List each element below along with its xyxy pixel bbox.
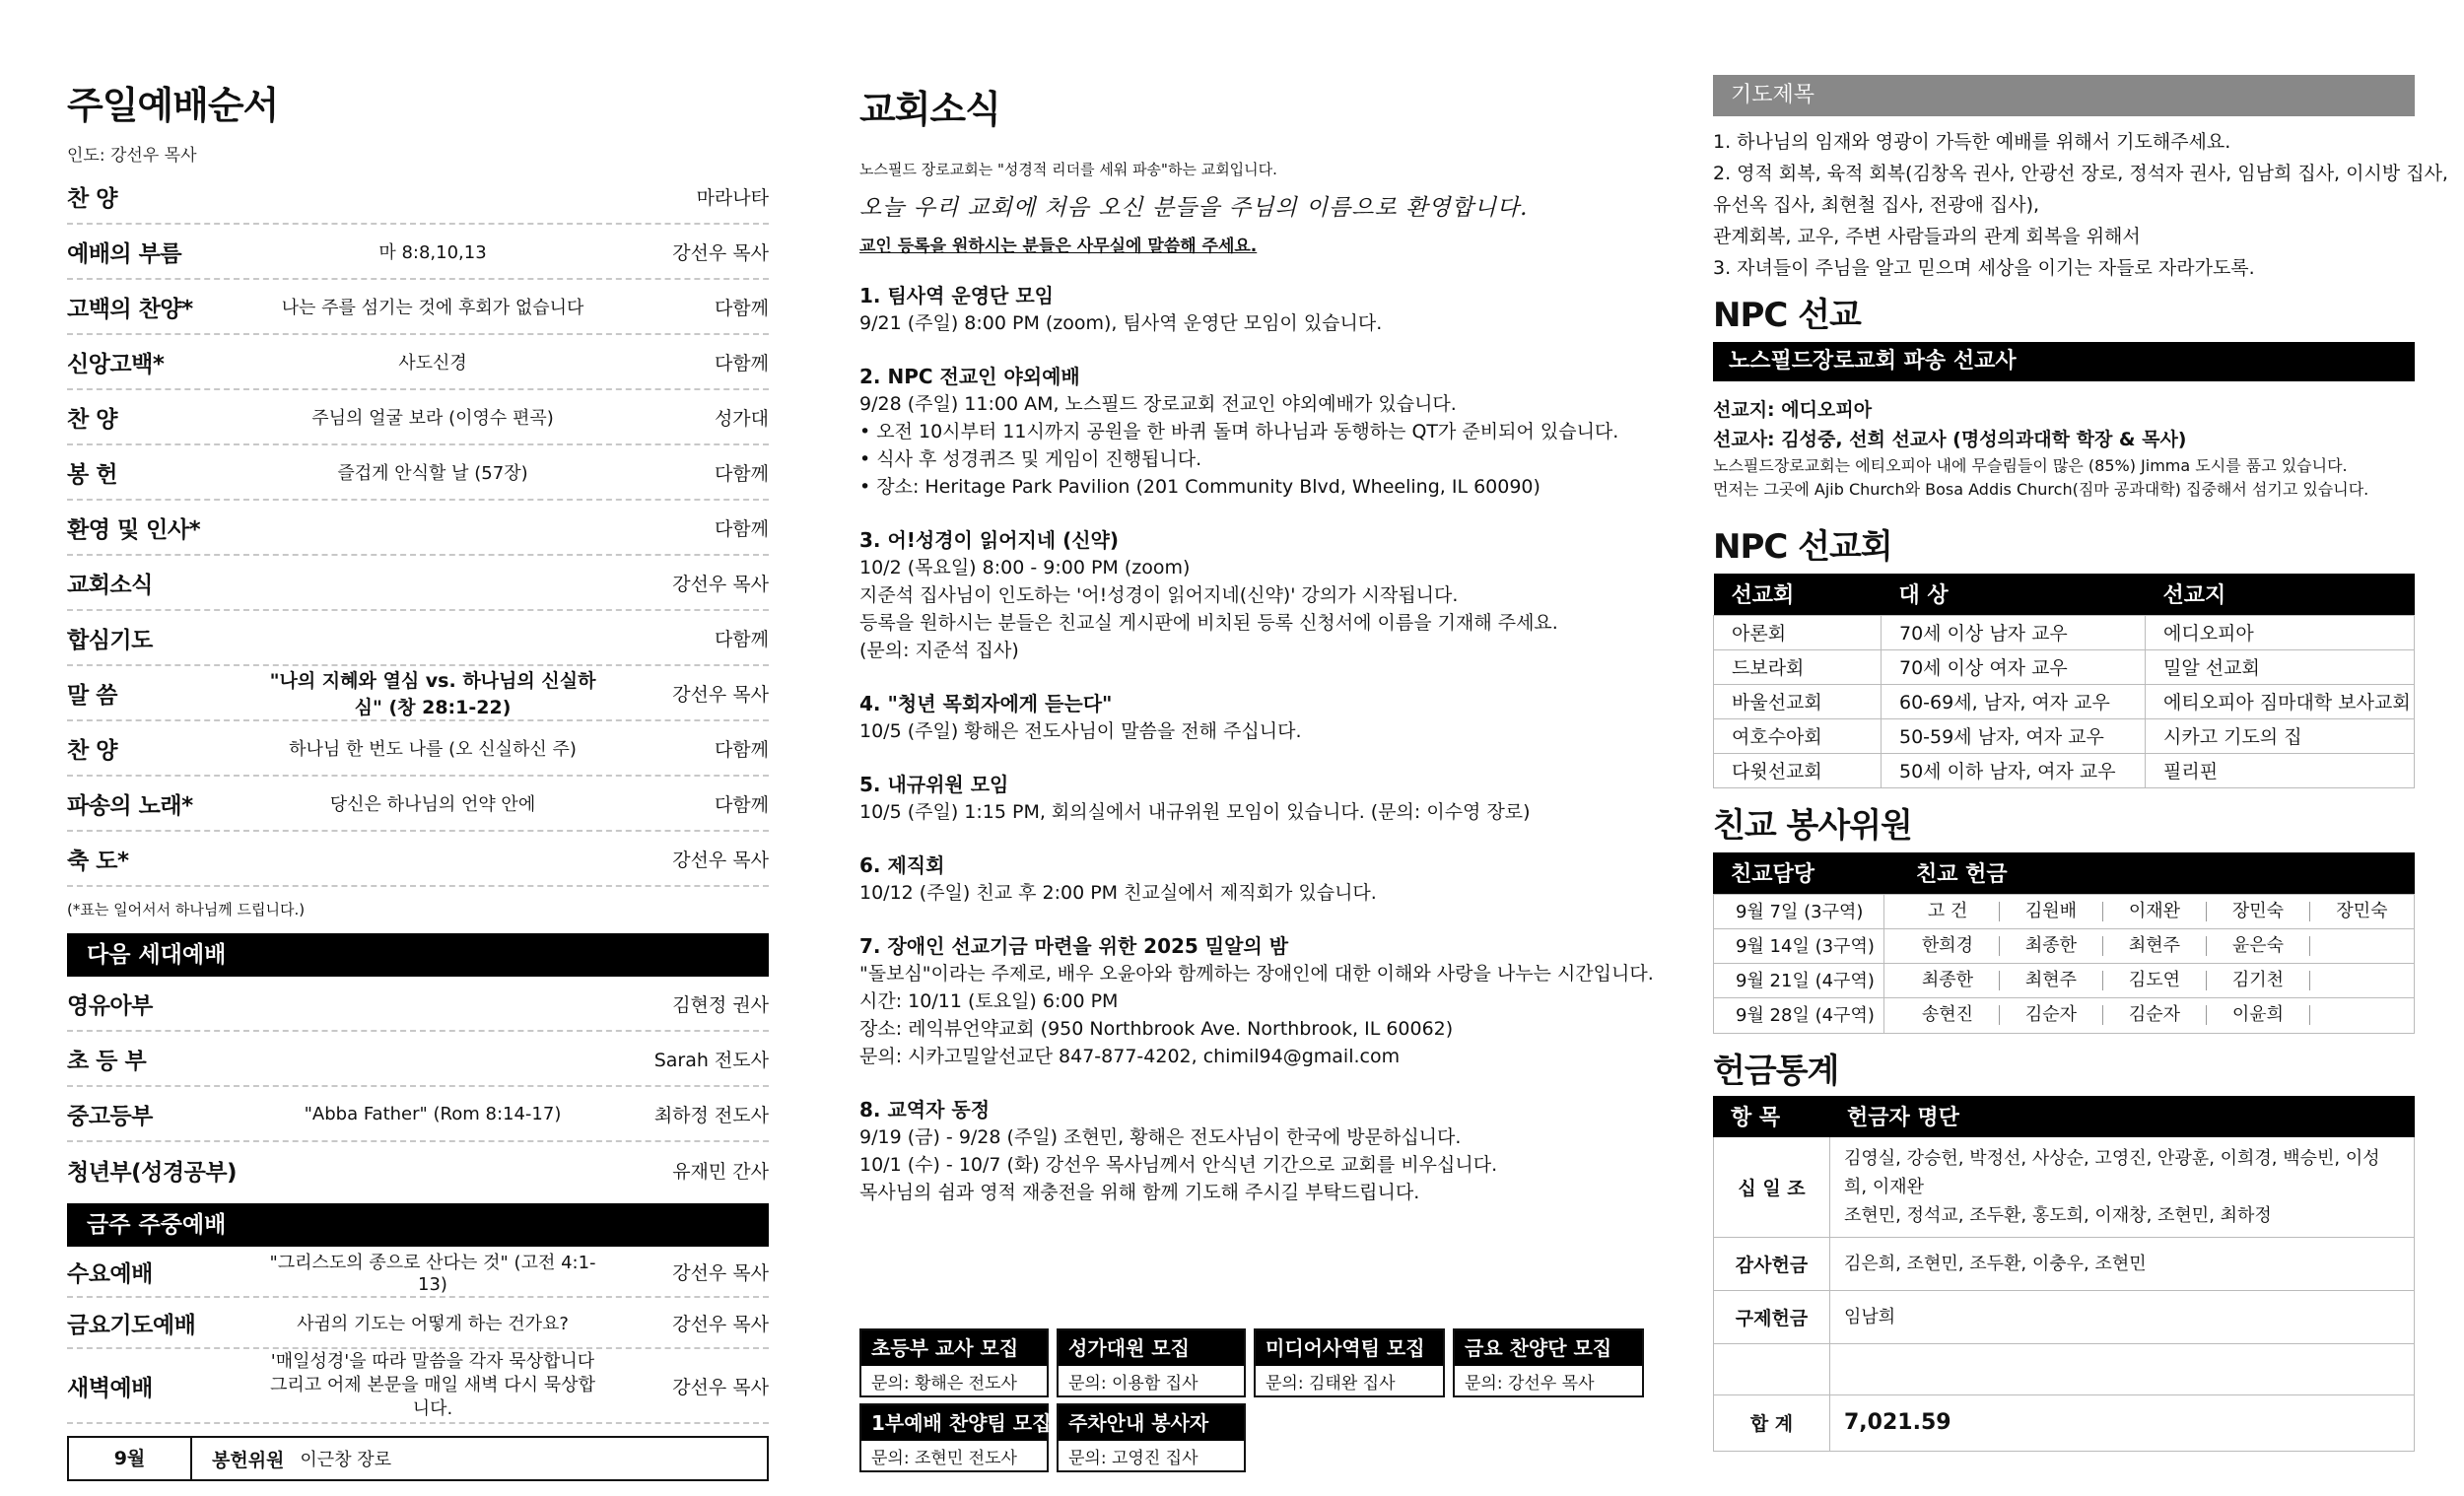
order-item-name: 예배의 부름 xyxy=(67,240,182,267)
offering-header-cell: 헌금자 명단 xyxy=(1829,1096,2415,1137)
news-item xyxy=(859,690,1668,745)
volunteers-date: 9월 28일 (4구역) xyxy=(1714,998,1884,1033)
offering-label: 감사헌금 xyxy=(1714,1238,1830,1290)
dawn-desc-line: 그리고 어제 본문을 매일 새벽 다시 묵상합니다. xyxy=(270,1375,595,1419)
order-item-desc: 하나님 한 번도 나를 (오 신실하신 주) xyxy=(289,739,577,760)
offering-total-value: 7,021.59 xyxy=(1844,1410,1951,1435)
order-item-name: 찬 양 xyxy=(67,406,117,433)
order-item-person: 강선우 목사 xyxy=(672,241,769,264)
prayer-line: 유선옥 집사, 최현철 집사, 전광애 집사), xyxy=(1713,194,2040,216)
weekday-desc: 사귐의 기도는 어떻게 하는 건가요? xyxy=(297,1314,569,1334)
recruitment-box xyxy=(1057,1328,1246,1397)
recruitment-contact: 문의: 조현민 전도사 xyxy=(871,1449,1017,1468)
order-item-desc: 마 8:8,10,13 xyxy=(378,242,487,263)
order-item-name: 찬 양 xyxy=(67,185,117,212)
order-row xyxy=(67,445,769,501)
order-item-person: 강선우 목사 xyxy=(672,573,769,595)
order-row xyxy=(67,501,769,556)
next-gen-name: 청년부(성경공부) xyxy=(67,1159,238,1186)
next-gen-person: 최하정 전도사 xyxy=(653,1104,769,1126)
offering-label: 구제헌금 xyxy=(1714,1291,1830,1343)
mission-desc: 먼저는 그곳에 Ajib Church와 Bosa Addis Church(짐마 공과대학) 집중해서 섬기고 있습니다. xyxy=(1713,480,2369,499)
offering-total-row xyxy=(1714,1395,2414,1451)
volunteer-name: 이재완 xyxy=(2103,902,2207,921)
news-item-title: 5. 내규위원 모임 xyxy=(859,773,1009,796)
mission-title: NPC 선교 xyxy=(1713,296,1861,335)
groups-header-cell: 선교지 xyxy=(2146,574,2415,615)
order-item-person: 다함께 xyxy=(714,517,769,540)
dawn-desc xyxy=(264,1350,601,1421)
church-intro: 노스필드 장로교회는 "성경적 리더를 세워 파송"하는 교회입니다. xyxy=(859,161,1277,178)
church-news-title: 교회소식 xyxy=(859,88,1000,131)
volunteer-name xyxy=(2310,1005,2414,1025)
weekday-person: 강선우 목사 xyxy=(672,1313,769,1335)
order-item-name: 신앙고백* xyxy=(67,351,165,377)
order-row xyxy=(67,170,769,225)
order-item-person: 다함께 xyxy=(714,628,769,650)
next-gen-name: 중고등부 xyxy=(67,1103,153,1129)
mission-field: 선교지: 에디오피아 xyxy=(1713,399,1873,421)
news-item-line: • 장소: Heritage Park Pavilion (201 Community Blvd, Wheeling, IL 60090) xyxy=(859,476,1540,498)
standing-note: (*표는 일어서서 하나님께 드립니다.) xyxy=(67,901,306,918)
next-gen-name: 영유아부 xyxy=(67,992,153,1019)
prayer-line: 3. 자녀들이 주님을 알고 믿으며 세상을 이기는 자들로 자라가도록. xyxy=(1713,257,2255,279)
welcome-message: 오늘 우리 교회에 처음 오신 분들을 주님의 이름으로 환영합니다. xyxy=(859,195,1529,221)
volunteers-date: 9월 7일 (3구역) xyxy=(1714,895,1884,928)
news-item xyxy=(859,363,1668,501)
groups-row xyxy=(1714,684,2415,718)
order-item-person: 마라나타 xyxy=(696,186,769,209)
volunteers-names xyxy=(1884,971,2414,990)
weekday-person: 강선우 목사 xyxy=(672,1261,769,1284)
prayer-line: 관계회복, 교우, 주변 사람들과의 관계 회복을 위해서 xyxy=(1713,226,2141,247)
weekday-header: 금주 주중예배 xyxy=(67,1203,769,1247)
news-item xyxy=(859,932,1668,1070)
recruitment-box xyxy=(859,1328,1049,1397)
volunteers-header-cell: 친교담당 xyxy=(1713,852,1898,894)
volunteers-row xyxy=(1714,998,2414,1033)
weekday-list xyxy=(67,1247,769,1424)
groups-header-row xyxy=(1714,574,2415,615)
recruitment-contact: 문의: 강선우 목사 xyxy=(1465,1374,1595,1394)
news-item-title: 2. NPC 전교인 야외예배 xyxy=(859,365,1080,388)
news-item-line: • 식사 후 성경퀴즈 및 게임이 진행됩니다. xyxy=(859,448,1202,470)
groups-cell: 70세 이상 남자 교우 xyxy=(1882,615,2146,649)
news-item-line: 9/28 (주일) 11:00 AM, 노스필드 장로교회 전교인 야외예배가 있습니다. xyxy=(859,393,1457,415)
volunteers-title: 친교 봉사위원 xyxy=(1713,805,1912,846)
offering-names-line: 김영실, 강승헌, 박정선, 사상순, 고영진, 안광훈, 이희경, 백승빈, 이성희, 이재완 xyxy=(1844,1147,2380,1197)
news-item-line: 10/2 (목요일) 8:00 - 9:00 PM (zoom) xyxy=(859,557,1191,578)
registration-note: 교인 등록을 원하시는 분들은 사무실에 말씀해 주세요. xyxy=(859,237,1258,256)
offering-title: 헌금통계 xyxy=(1713,1051,1839,1091)
offering-label-empty xyxy=(1714,1344,1830,1394)
weekday-desc: "그리스도의 종으로 산다는 것" (고전 4:1-13) xyxy=(269,1252,596,1295)
recruitment-box xyxy=(1254,1328,1445,1397)
order-item-name: 환영 및 인사* xyxy=(67,516,201,543)
groups-header-cell: 대 상 xyxy=(1882,574,2146,615)
volunteers-date: 9월 14일 (3구역) xyxy=(1714,929,1884,963)
order-item-person: 성가대 xyxy=(714,407,769,430)
news-item-line: 10/5 (주일) 황해은 전도사님이 말씀을 전해 주십니다. xyxy=(859,720,1302,742)
volunteer-name: 김순자 xyxy=(2000,1005,2103,1025)
worship-order-title: 주일예배순서 xyxy=(67,84,279,127)
groups-row xyxy=(1714,753,2415,787)
recruitment-contact: 문의: 김태완 집사 xyxy=(1266,1374,1396,1394)
order-item-person: 강선우 목사 xyxy=(672,849,769,871)
news-item-line: 장소: 레익뷰언약교회 (950 Northbrook Ave. Northbrook, IL 60062) xyxy=(859,1018,1454,1040)
news-item-title: 1. 팀사역 운영단 모임 xyxy=(859,284,1054,307)
next-gen-person: Sarah 전도사 xyxy=(653,1049,769,1071)
groups-cell: 다윗선교회 xyxy=(1714,753,1882,787)
prayer-header: 기도제목 xyxy=(1713,75,2415,116)
news-item-line: 10/12 (주일) 친교 후 2:00 PM 친교실에서 제직회가 있습니다. xyxy=(859,882,1377,904)
prayer-mission-column xyxy=(1713,75,2448,1452)
order-item-name: 고백의 찬양* xyxy=(67,296,193,322)
offering-table xyxy=(1713,1137,2415,1452)
order-item-name: 교회소식 xyxy=(67,572,153,598)
groups-cell: 아론회 xyxy=(1714,615,1882,649)
order-row xyxy=(67,777,769,832)
groups-cell: 여호수아회 xyxy=(1714,718,1882,753)
news-item xyxy=(859,282,1668,337)
order-item-person: 다함께 xyxy=(714,352,769,374)
recruitment-contact: 문의: 이용함 집사 xyxy=(1068,1374,1198,1394)
order-item-desc: 즐겁게 안식할 날 (57장) xyxy=(337,463,528,484)
groups-cell: 바울선교회 xyxy=(1714,684,1882,718)
volunteers-row xyxy=(1714,929,2414,964)
order-item-desc: 나는 주를 섬기는 것에 후회가 없습니다 xyxy=(281,298,584,318)
dawn-name: 새벽예배 xyxy=(67,1375,153,1401)
offering-names xyxy=(1830,1137,2414,1237)
volunteers-header-cell: 친교 헌금 xyxy=(1898,852,2415,894)
order-row xyxy=(67,280,769,335)
order-item-person: 강선우 목사 xyxy=(672,683,769,706)
next-gen-header: 다음 세대예배 xyxy=(67,933,769,977)
order-item-desc: 당신은 하나님의 언약 안에 xyxy=(329,794,536,815)
order-row xyxy=(67,335,769,390)
order-item-name: 봉 헌 xyxy=(67,461,117,488)
recruitment-title: 금요 찬양단 모집 xyxy=(1455,1330,1642,1366)
volunteer-name: 최현주 xyxy=(2103,936,2207,956)
volunteers-grid xyxy=(1713,894,2415,1034)
mission-bar: 노스필드장로교회 파송 선교사 xyxy=(1713,342,2415,381)
dawn-person: 강선우 목사 xyxy=(672,1376,769,1398)
groups-cell: 드보라회 xyxy=(1714,649,1882,684)
order-item-name: 찬 양 xyxy=(67,737,117,764)
offering-total-label: 합 계 xyxy=(1714,1395,1830,1451)
news-item-title: 8. 교역자 동정 xyxy=(859,1098,991,1122)
volunteers-date: 9월 21일 (4구역) xyxy=(1714,964,1884,997)
volunteer-name: 장민숙 xyxy=(2336,900,2388,921)
church-news-column xyxy=(859,79,1668,1206)
recruitment-contact: 문의: 황해은 전도사 xyxy=(871,1374,1017,1394)
recruitment-box xyxy=(859,1403,1052,1472)
volunteer-name: 김원배 xyxy=(2000,902,2103,921)
dawn-row xyxy=(67,1349,769,1424)
offering-committee-box xyxy=(67,1436,769,1481)
volunteer-name: 김기천 xyxy=(2207,971,2310,990)
volunteer-name: 최종한 xyxy=(2000,936,2103,956)
offering-names: 김은희, 조현민, 조두환, 이충우, 조현민 xyxy=(1844,1253,2147,1274)
news-item xyxy=(859,1096,1668,1206)
offering-header xyxy=(1713,1096,2415,1137)
prayer-line: 2. 영적 회복, 육적 회복(김창옥 권사, 안광선 장로, 정석자 권사, 임남희 집사, 이시방 집사, xyxy=(1713,163,2448,184)
next-gen-person: 김현정 권사 xyxy=(672,993,769,1016)
recruitment-title: 성가대원 모집 xyxy=(1059,1330,1244,1366)
prayer-line: 1. 하나님의 임재와 영광이 가득한 예배를 위해서 기도해주세요. xyxy=(1713,131,2231,153)
next-gen-desc: "Abba Father" (Rom 8:14-17) xyxy=(304,1103,562,1124)
next-gen-list xyxy=(67,977,769,1197)
volunteers-header-row xyxy=(1713,852,2415,894)
volunteers-row xyxy=(1714,964,2414,998)
next-gen-person: 유재민 간사 xyxy=(672,1160,769,1183)
dawn-desc-line: '매일성경'을 따라 말씀을 각자 묵상합니다 xyxy=(270,1351,595,1372)
order-item-person: 다함께 xyxy=(714,793,769,816)
weekday-name: 금요기도예배 xyxy=(67,1312,196,1338)
volunteer-name: 장민숙 xyxy=(2207,902,2310,921)
volunteers-names xyxy=(1884,1005,2414,1025)
groups-title: NPC 선교회 xyxy=(1713,527,1892,567)
recruitment-row xyxy=(859,1328,1668,1397)
order-row xyxy=(67,666,769,721)
recruitment-contact: 문의: 고영진 집사 xyxy=(1068,1449,1198,1468)
order-row xyxy=(67,556,769,611)
volunteers-header xyxy=(1713,852,2415,894)
groups-cell: 50세 이하 남자, 여자 교우 xyxy=(1882,753,2146,787)
groups-cell: 시카고 기도의 집 xyxy=(2146,718,2415,753)
order-row xyxy=(67,721,769,777)
groups-cell: 70세 이상 여자 교우 xyxy=(1882,649,2146,684)
news-item xyxy=(859,771,1668,826)
volunteer-name: 한희경 xyxy=(1896,936,2000,956)
order-item-name: 축 도* xyxy=(67,848,129,874)
volunteers-row xyxy=(1714,895,2414,929)
order-item-name: 말 씀 xyxy=(67,682,117,709)
order-item-name: 합심기도 xyxy=(67,627,153,653)
volunteer-name: 고 건 xyxy=(1896,902,2000,921)
committee-name: 이근창 장로 xyxy=(300,1450,392,1470)
volunteers-names xyxy=(1884,902,2414,921)
volunteer-name: 윤은숙 xyxy=(2207,936,2310,956)
offering-names-line: 조현민, 정석교, 조두환, 홍도희, 이재창, 조현민, 최하정 xyxy=(1844,1204,2272,1226)
news-item-line: 지준석 집사님이 인도하는 '어!성경이 읽어지네(신약)' 강의가 시작됩니다. xyxy=(859,584,1459,606)
offering-label: 십 일 조 xyxy=(1714,1137,1830,1237)
recruitment-box xyxy=(1057,1403,1246,1472)
order-row xyxy=(67,225,769,280)
offering-row xyxy=(1714,1137,2414,1238)
groups-row xyxy=(1714,615,2415,649)
groups-cell: 에디오피아 xyxy=(2146,615,2415,649)
next-gen-row xyxy=(67,1142,769,1197)
next-gen-row xyxy=(67,1032,769,1087)
sermon-title: "나의 지혜와 열심 vs. 하나님의 신실하심" (창 28:1-22) xyxy=(269,670,596,718)
order-item-desc: 사도신경 xyxy=(398,353,467,374)
order-item-desc: 주님의 얼굴 보라 (이영수 편곡) xyxy=(311,408,554,429)
groups-row xyxy=(1714,718,2415,753)
news-item-line: (문의: 지준석 집사) xyxy=(859,640,1019,661)
weekday-row xyxy=(67,1298,769,1349)
volunteer-name: 최현주 xyxy=(2000,971,2103,990)
news-item-line: 10/1 (수) - 10/7 (화) 강선우 목사님께서 안식년 기간으로 교회를 비우십니다. xyxy=(859,1154,1498,1176)
news-item-line: 9/21 (주일) 8:00 PM (zoom), 팀사역 운영단 모임이 있습니다. xyxy=(859,312,1383,334)
worship-order-column xyxy=(67,75,769,1481)
recruitment-title: 미디어사역팀 모집 xyxy=(1256,1330,1443,1366)
offering-row xyxy=(1714,1291,2414,1344)
prayer-list xyxy=(1713,126,2448,284)
news-item-line: "돌보심"이라는 주제로, 배우 오윤아와 함께하는 장애인에 대한 이해와 사랑을 나누는 시간입니다. xyxy=(859,963,1654,985)
groups-header-cell: 선교회 xyxy=(1714,574,1882,615)
volunteer-name: 김순자 xyxy=(2103,1005,2207,1025)
news-item-title: 4. "청년 목회자에게 듣는다" xyxy=(859,692,1113,715)
news-item-line: 10/5 (주일) 1:15 PM, 회의실에서 내규위원 모임이 있습니다. (문의: 이수영 장로) xyxy=(859,801,1531,823)
recruitment-box xyxy=(1453,1328,1644,1397)
next-gen-row xyxy=(67,1087,769,1142)
volunteer-name xyxy=(2310,936,2414,956)
worship-leader: 인도: 강선우 목사 xyxy=(67,146,197,166)
volunteer-name: 송현진 xyxy=(1896,1005,2000,1025)
news-item-line: 시간: 10/11 (토요일) 6:00 PM xyxy=(859,990,1119,1012)
mission-desc: 노스필드장로교회는 에티오피아 내에 무슬림들이 많은 (85%) Jimma 도시를 품고 있습니다. xyxy=(1713,456,2348,475)
order-row xyxy=(67,611,769,666)
order-item-person: 다함께 xyxy=(714,462,769,485)
committee-month: 9월 xyxy=(69,1438,192,1479)
offering-row xyxy=(1714,1344,2414,1395)
order-item-name: 파송의 노래* xyxy=(67,792,193,819)
offering-names: 임남희 xyxy=(1844,1306,1896,1327)
volunteers-names xyxy=(1884,936,2414,956)
volunteer-name: 이윤희 xyxy=(2207,1005,2310,1025)
news-item-line: 9/19 (금) - 9/28 (주일) 조현민, 황해은 전도사님이 한국에 방문하십니다. xyxy=(859,1126,1462,1148)
news-item xyxy=(859,851,1668,907)
volunteer-name: 최종한 xyxy=(1896,971,2000,990)
offering-header-row xyxy=(1713,1096,2415,1137)
worship-order-list xyxy=(67,170,769,887)
news-item-title: 3. 어!성경이 읽어지네 (신약) xyxy=(859,528,1120,552)
volunteer-name xyxy=(2310,971,2414,990)
news-item-line: 문의: 시카고밀알선교단 847-877-4202, chimil94@gmail.com xyxy=(859,1046,1401,1067)
offering-names-empty xyxy=(1830,1344,2414,1394)
groups-table xyxy=(1713,574,2415,788)
order-row xyxy=(67,390,769,445)
committee-label: 봉헌위원 xyxy=(212,1449,285,1471)
groups-cell: 60-69세, 남자, 여자 교우 xyxy=(1882,684,2146,718)
news-item-line: 등록을 원하시는 분들은 친교실 게시판에 비치된 등록 신청서에 이름을 기재해 주세요. xyxy=(859,612,1558,634)
next-gen-row xyxy=(67,977,769,1032)
offering-row xyxy=(1714,1238,2414,1291)
mission-info xyxy=(1713,395,2415,502)
news-item-line: 목사님의 쉼과 영적 재충전을 위해 함께 기도해 주시길 부탁드립니다. xyxy=(859,1182,1420,1203)
news-item-title: 6. 제직회 xyxy=(859,853,945,877)
missionary-name: 선교사: 김성중, 선희 선교사 (명성의과대학 학장 & 목사) xyxy=(1713,429,2187,450)
groups-cell: 에티오피아 짐마대학 보사교회 xyxy=(2146,684,2415,718)
next-gen-name: 초 등 부 xyxy=(67,1048,147,1074)
recruitment-title: 초등부 교사 모집 xyxy=(861,1330,1047,1366)
recruitment-title: 주차안내 봉사자 xyxy=(1059,1405,1244,1441)
recruitment-grid xyxy=(859,1328,1668,1478)
groups-row xyxy=(1714,649,2415,684)
news-item xyxy=(859,526,1668,664)
weekday-row xyxy=(67,1247,769,1298)
order-item-person: 다함께 xyxy=(714,738,769,761)
recruitment-row xyxy=(859,1403,1668,1472)
order-row xyxy=(67,832,769,887)
groups-cell: 50-59세 남자, 여자 교우 xyxy=(1882,718,2146,753)
news-item-title: 7. 장애인 선교기금 마련을 위한 2025 밀알의 밤 xyxy=(859,934,1289,958)
offering-header-cell: 항 목 xyxy=(1713,1096,1829,1137)
order-item-person: 다함께 xyxy=(714,297,769,319)
volunteer-name: 김도연 xyxy=(2103,971,2207,990)
groups-cell: 밀알 선교회 xyxy=(2146,649,2415,684)
groups-cell: 필리핀 xyxy=(2146,753,2415,787)
weekday-name: 수요예배 xyxy=(67,1260,153,1287)
recruitment-title: 1부예배 찬양팀 모집 xyxy=(861,1405,1047,1441)
news-item-line: • 오전 10시부터 11시까지 공원을 한 바퀴 돌며 하나님과 동행하는 QT가 준비되어 있습니다. xyxy=(859,421,1619,442)
